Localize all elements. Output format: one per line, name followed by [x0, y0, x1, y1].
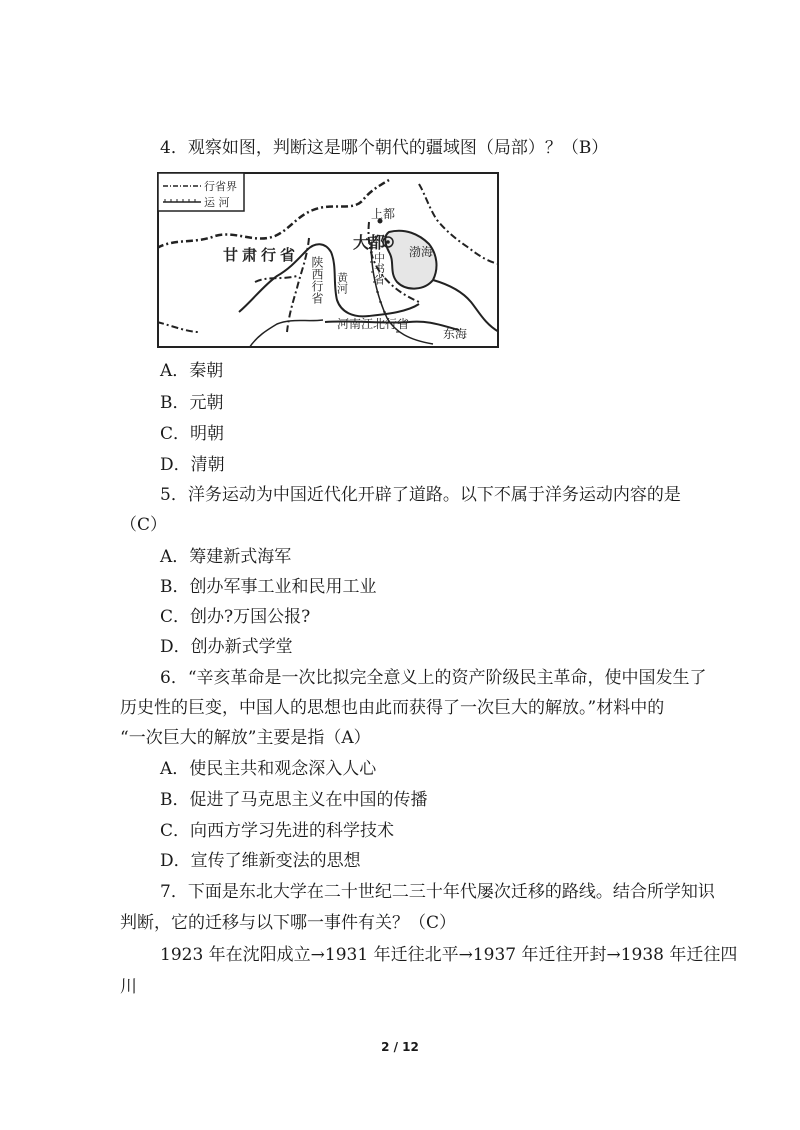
q6-stem-line3: “一次巨大的解放”主要是指（A） [120, 728, 371, 748]
q6-option-c: C．向西方学习先进的科学技术 [160, 821, 395, 841]
label-zhongshu: 中书省 [372, 252, 386, 285]
q7-stem-line2: 判断，它的迁移与以下哪一事件有关？（C） [120, 913, 457, 933]
q4-option-d: D．清朝 [160, 455, 225, 475]
q6-option-a: A．使民主共和观念深入人心 [160, 759, 377, 779]
q6-stem-line2: 历史性的巨变，中国人的思想也由此而获得了一次巨大的解放。”材料中的 [120, 698, 665, 718]
label-huanghe: 黄河 [335, 272, 349, 294]
page-number: 2 / 12 [381, 1040, 419, 1054]
label-henan: 河南江北行省 [337, 317, 410, 331]
label-shaanxi: 陕西行省 [310, 256, 324, 304]
legend-canal-label: 运 河 [204, 196, 230, 209]
label-bohai: 渤海 [409, 245, 434, 259]
q6-option-b: B．促进了马克思主义在中国的传播 [160, 790, 428, 810]
label-donghai: 东海 [443, 327, 468, 341]
q4-stem: 4．观察如图，判断这是哪个朝代的疆域图（局部）？（B） [160, 138, 609, 158]
label-gansu: 甘肃行省 [223, 246, 300, 264]
q5-option-d: D．创办新式学堂 [160, 637, 293, 657]
q5-option-c: C．创办?万国公报? [160, 607, 311, 627]
q5-stem-line2: （C） [120, 515, 168, 535]
label-shangdu: 上都 [371, 207, 396, 221]
q6-option-d: D．宣传了维新变法的思想 [160, 851, 361, 871]
q6-stem-line1: 6．“辛亥革命是一次比拟完全意义上的资产阶级民主革命，使中国发生了 [160, 668, 707, 688]
label-dadu: 大都 [353, 233, 386, 252]
q7-route-line1: 1923 年在沈阳成立→1931 年迁往北平→1937 年迁往开封→1938 年迁往四 [160, 945, 738, 965]
q5-stem-line1: 5．洋务运动为中国近代化开辟了道路。以下不属于洋务运动内容的是 [160, 485, 681, 505]
q7-stem-line1: 7．下面是东北大学在二十世纪二三十年代屡次迁移的路线。结合所学知识 [160, 882, 715, 902]
legend-boundary-label: 行省界 [204, 180, 237, 193]
territory-map [157, 172, 499, 348]
q4-option-c: C．明朝 [160, 424, 225, 444]
q4-option-a: A．秦朝 [160, 361, 224, 381]
q5-option-a: A．筹建新式海军 [160, 547, 292, 567]
q4-option-b: B．元朝 [160, 393, 224, 413]
q5-option-b: B．创办军事工业和民用工业 [160, 577, 377, 597]
q7-route-line2: 川 [120, 977, 137, 997]
